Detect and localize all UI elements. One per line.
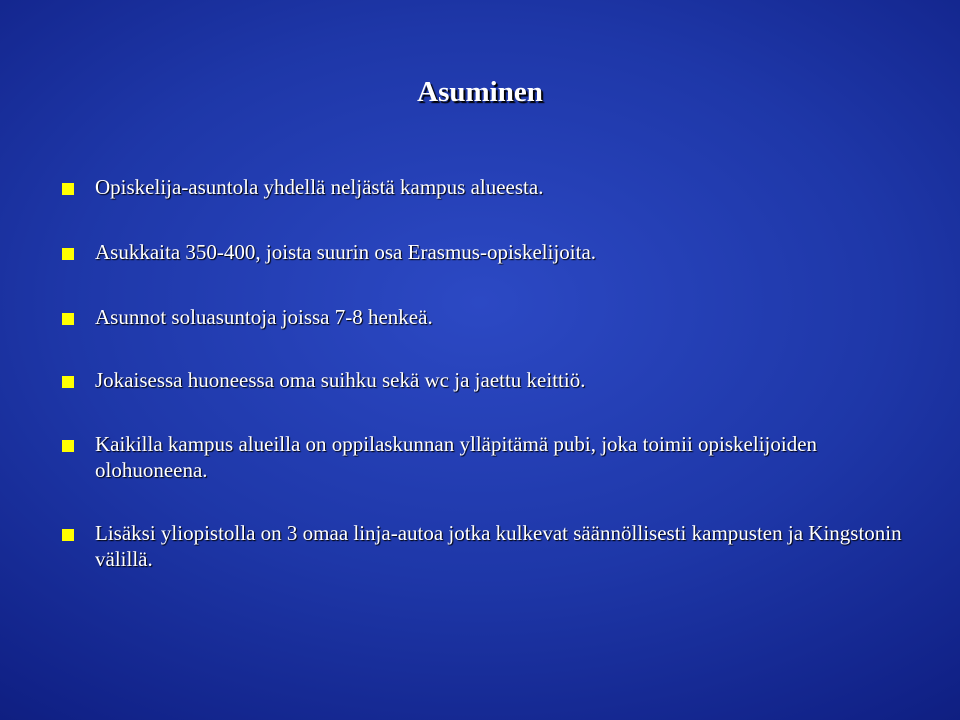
bullet-text: Lisäksi yliopistolla on 3 omaa linja-autoa jotka kulkevat säännöllisesti kampusten ja Kingstonin välillä. [95,521,902,571]
square-bullet-icon [62,376,74,388]
bullet-text: Asukkaita 350-400, joista suurin osa Erasmus-opiskelijoita. [95,240,597,264]
square-bullet-icon [62,313,74,325]
square-bullet-icon [62,183,74,195]
bullet-text: Jokaisessa huoneessa oma suihku sekä wc ja jaettu keittiö. [95,368,586,392]
square-bullet-icon [62,529,74,541]
slide-title: Asuminen [417,76,543,108]
bullet-text: Kaikilla kampus alueilla on oppilaskunnan ylläpitämä pubi, joka toimii opiskelijoiden olohuoneena. [95,432,818,482]
bullet-text: Opiskelija-asuntola yhdellä neljästä kampus alueesta. [95,175,544,199]
square-bullet-icon [62,248,74,260]
square-bullet-icon [62,440,74,452]
bullet-text: Asunnot soluasuntoja joissa 7-8 henkeä. [95,305,433,329]
